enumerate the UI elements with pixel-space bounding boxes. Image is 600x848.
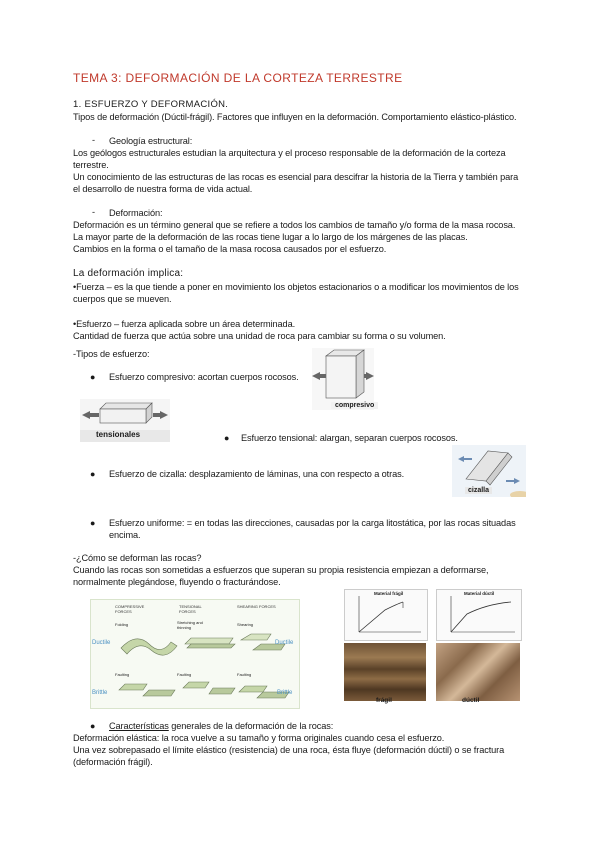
cizalla-label: cizalla — [465, 487, 492, 494]
graph-fragil — [344, 589, 428, 641]
implica-heading: La deformación implica: — [73, 268, 184, 279]
caracteristicas-heading — [109, 720, 333, 732]
bullet: ● — [90, 518, 96, 528]
paragraph-line: cuerpos que se mueven. — [73, 294, 172, 304]
paragraph-line: el desarrollo de nuestra forma de vida actual. — [73, 184, 253, 194]
paragraph-line: Un conocimiento de las estructuras de las rocas es esencial para descifrar la historia de la Tierra y también para — [73, 172, 519, 182]
paragraph-line: -Tipos de esfuerzo: — [73, 349, 150, 359]
graph-ductil — [436, 589, 522, 641]
row-label: Faulting — [115, 672, 130, 677]
section-heading: 1. ESFUERZO Y DEFORMACIÓN. — [73, 99, 229, 110]
compresivo-label: compresivo — [331, 402, 378, 409]
paragraph-line: Deformación es un término general que se refiere a todos los cambios de tamaño y/o forma de la masa rocosa. — [73, 220, 516, 230]
compresivo-figure — [312, 348, 374, 410]
dash: - — [92, 207, 96, 217]
col-label: SHEARING FORCES — [237, 604, 276, 609]
col-label: COMPRESSIVE FORCES — [115, 604, 145, 614]
paragraph-line: Cantidad de fuerza que actúa sobre una unidad de roca para cambiar su forma o su volumen. — [73, 331, 446, 341]
side-label: Ductile — [92, 640, 111, 646]
side-label: Ductile — [275, 640, 294, 646]
bullet: ● — [90, 469, 96, 479]
row-label: Shearing — [237, 622, 254, 627]
paragraph-line: -¿Cómo se deforman las rocas? — [73, 553, 202, 563]
paragraph-line: Cuando las rocas son sometidas a esfuerzos que superan su propia resistencia empiezan a deformarse, — [73, 565, 489, 575]
caracteristicas-underlined: Características — [109, 721, 169, 731]
photo-label: dúctil — [462, 697, 480, 704]
section-intro: Tipos de deformación (Dúctil-frágil). Factores que influyen en la deformación. Comportamiento elástico-plástico. — [73, 112, 517, 122]
dash: - — [92, 135, 96, 145]
page-title: TEMA 3: DEFORMACIÓN DE LA CORTEZA TERRESTRE — [73, 71, 403, 85]
paragraph-line: terrestre. — [73, 160, 109, 170]
row-label: Folding — [115, 622, 129, 627]
bullet: ● — [90, 721, 96, 731]
deformacion-heading: Deformación: — [109, 208, 163, 218]
uniforme-text: Esfuerzo uniforme: = en todas las direcciones, causadas por la carga litostática, por las rocas situadas — [109, 518, 516, 528]
paragraph-line: (deformación frágil). — [73, 757, 153, 767]
side-label: Brittle — [277, 690, 293, 696]
bullet: ● — [90, 372, 96, 382]
compresivo-text: Esfuerzo compresivo: acortan cuerpos rocosos. — [109, 372, 299, 382]
fragil-photo — [344, 643, 426, 701]
row-label: Faulting — [177, 672, 192, 677]
side-label: Brittle — [92, 690, 108, 696]
geologia-heading: Geología estructural: — [109, 136, 193, 146]
tensional-text: Esfuerzo tensional: alargan, separan cuerpos rocosos. — [241, 433, 458, 443]
paragraph-line: Deformación elástica: la roca vuelve a su tamaño y forma originales cuando cesa el esfuerzo. — [73, 733, 445, 743]
row-label: Stretching and thinning — [177, 620, 203, 630]
cizalla-text: Esfuerzo de cizalla: desplazamiento de láminas, una con respecto a otras. — [109, 469, 405, 479]
col-label: TENSIONAL FORCES — [179, 604, 202, 614]
paragraph-line: Una vez sobrepasado el límite elástico (resistencia) de una roca, ésta fluye (deformación dúctil) o se fractura — [73, 745, 505, 755]
paragraph-line: Cambios en la forma o el tamaño de la masa rocosa causados por el esfuerzo. — [73, 244, 387, 254]
paragraph-line: normalmente plegándose, fluyendo o fracturándose. — [73, 577, 281, 587]
forces-figure — [90, 599, 300, 709]
uniforme-text-cont: encima. — [109, 530, 141, 540]
ductil-photo — [436, 643, 520, 701]
tensionales-label: tensionales — [96, 430, 141, 439]
bullet: ● — [224, 433, 230, 443]
graph-title: Material dúctil — [464, 591, 495, 596]
paragraph-line: •Fuerza – es la que tiende a poner en movimiento los objetos estacionarios o a modificar los movimientos de los — [73, 282, 519, 292]
caracteristicas-rest: generales de la deformación de la rocas: — [168, 721, 334, 731]
materials-figure — [344, 589, 522, 707]
photo-label: frágil — [376, 697, 392, 704]
paragraph-line: La mayor parte de la deformación de las rocas tiene lugar a lo largo de los márgenes de las placas. — [73, 232, 468, 242]
graph-title: Material frágil — [374, 591, 404, 596]
row-label: Faulting — [237, 672, 252, 677]
paragraph-line: Los geólogos estructurales estudian la arquitectura y el proceso responsable de la deformación de la corteza — [73, 148, 506, 158]
paragraph-line: •Esfuerzo – fuerza aplicada sobre un área determinada. — [73, 319, 296, 329]
